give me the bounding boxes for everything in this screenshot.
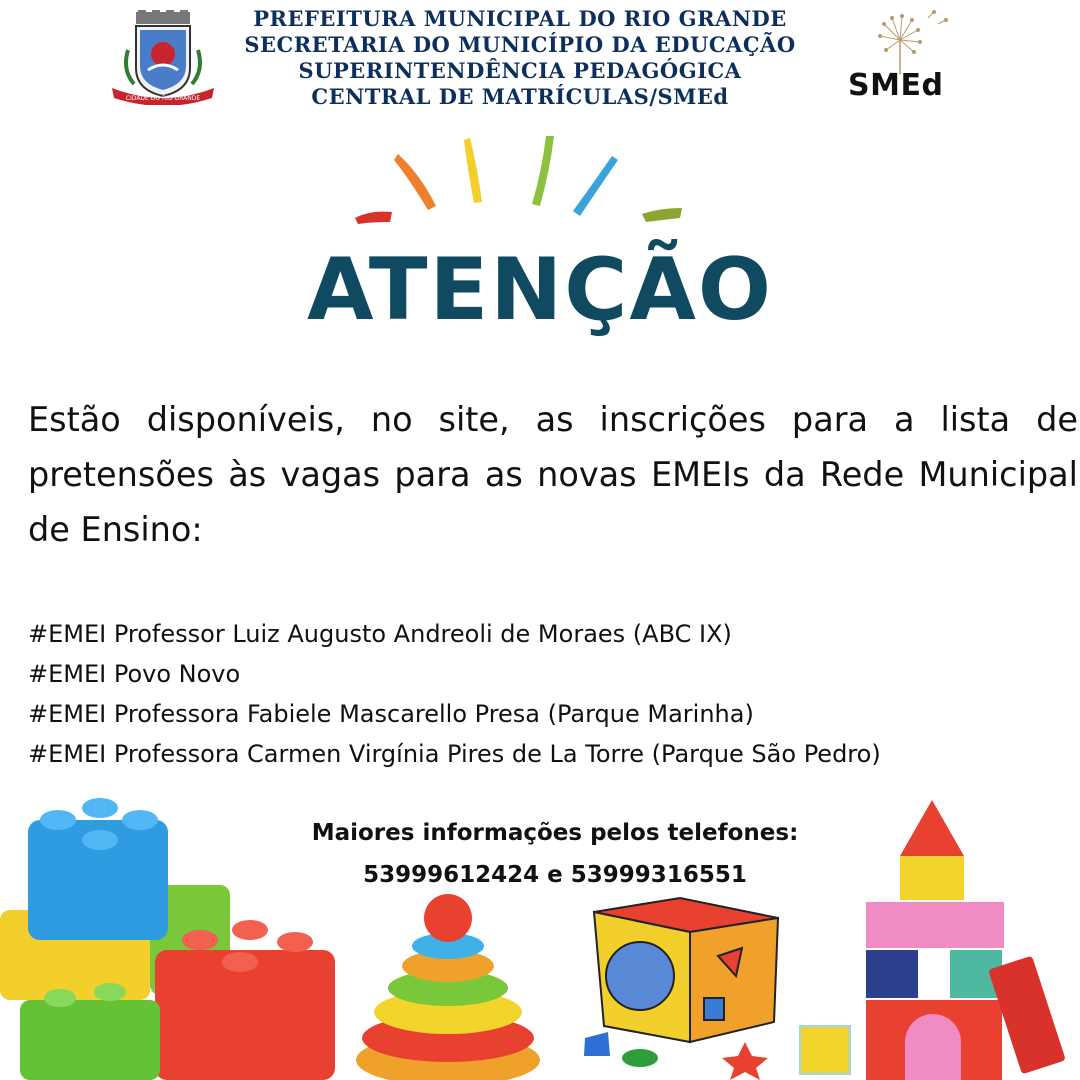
header xyxy=(230,6,810,110)
page-title: ATENÇÃO xyxy=(306,240,774,340)
header-line: PREFEITURA MUNICIPAL DO RIO GRANDE xyxy=(253,6,787,31)
list-item: #EMEI Professor Luiz Augusto Andreoli de Moraes (ABC IX) xyxy=(28,620,732,648)
header-line: SUPERINTENDÊNCIA PEDAGÓGICA xyxy=(298,58,742,83)
smed-logo xyxy=(842,6,962,106)
contact-phones: 53999612424 e 53999316551 xyxy=(363,862,747,888)
list-item: #EMEI Professora Carmen Virgínia Pires de La Torre (Parque São Pedro) xyxy=(28,740,881,768)
stacking-rings-icon xyxy=(356,894,540,1080)
smed-logo-text: SMEd xyxy=(848,68,944,103)
burst-rays-icon xyxy=(350,130,690,230)
coat-of-arms-logo xyxy=(108,10,218,105)
contact-info xyxy=(0,812,1080,896)
contact-label: Maiores informações pelos telefones: xyxy=(311,820,799,846)
dandelion-icon xyxy=(842,6,962,76)
intro-paragraph: Estão disponíveis, no site, as inscrições para a lista de pretensões às vagas para as novas EMEIs da Rede Municipal de Ensino: xyxy=(28,400,1078,549)
header-line: SECRETARIA DO MUNICÍPIO DA EDUCAÇÃO xyxy=(244,32,796,57)
list-item: #EMEI Povo Novo xyxy=(28,660,241,688)
shape-sorter-cube-icon xyxy=(584,898,778,1080)
coat-ribbon-text: CIDADE DO RIO GRANDE xyxy=(125,95,201,102)
header-line: CENTRAL DE MATRÍCULAS/SMEd xyxy=(311,84,729,109)
list-item: #EMEI Professora Fabiele Mascarello Presa (Parque Marinha) xyxy=(28,700,754,728)
school-list xyxy=(28,614,1078,774)
